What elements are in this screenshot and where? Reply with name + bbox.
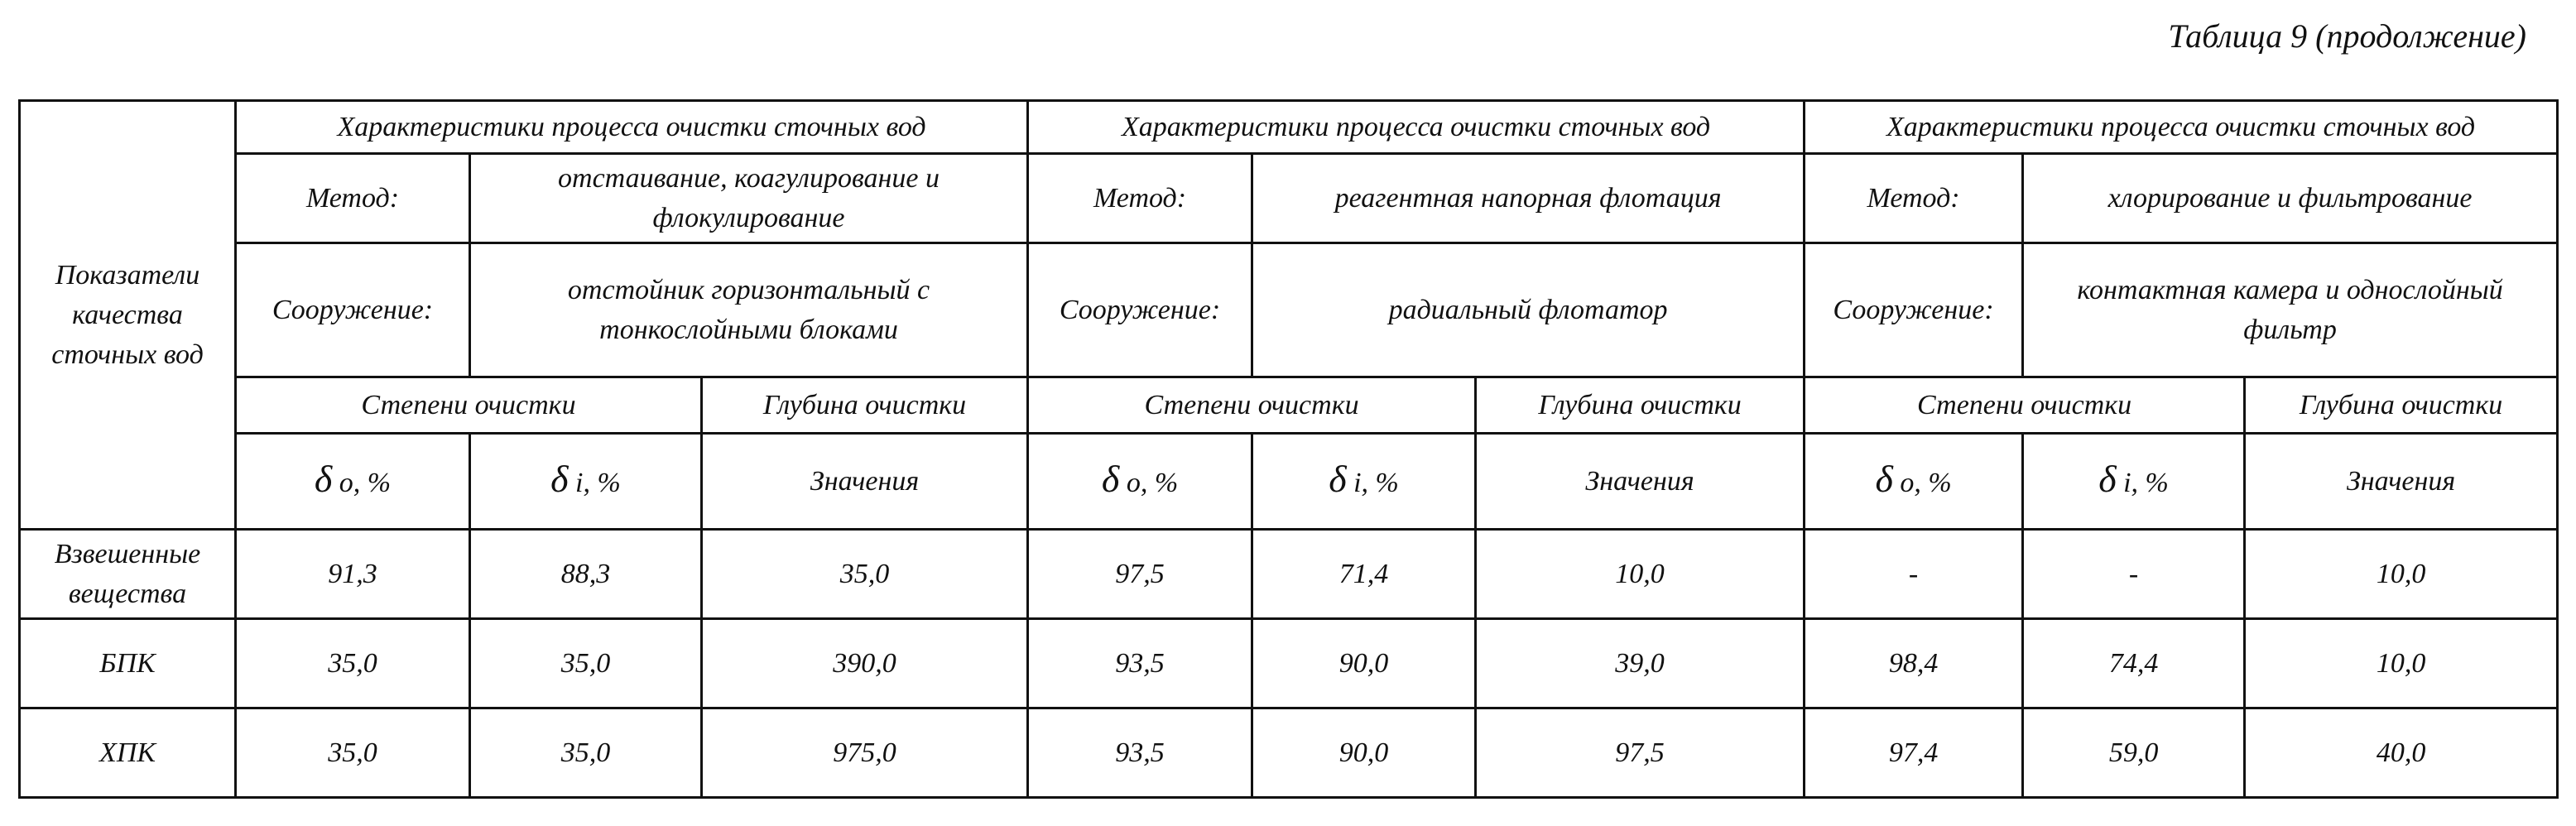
table-cell: 39,0 [1476, 619, 1805, 708]
stage-2-delta-o-header [1028, 434, 1252, 530]
delta-symbol: δ [1329, 458, 1347, 500]
table-cell: 91,3 [236, 530, 470, 619]
stage-3-depth: Глубина очистки [2245, 377, 2558, 434]
delta-symbol: δ [1101, 458, 1120, 500]
table-cell: 97,5 [1028, 530, 1252, 619]
delta-i-label: i, % [575, 468, 621, 498]
table-row [20, 530, 2558, 619]
stage-2-depth: Глубина очистки [1476, 377, 1805, 434]
delta-i-label: i, % [2123, 468, 2169, 498]
header-row-units [20, 434, 2558, 530]
table-cell: 97,5 [1476, 708, 1805, 798]
stage-2-characteristics: Характеристики процесса очистки сточных вод [1028, 101, 1805, 154]
stage-1-delta-i-header [470, 434, 702, 530]
header-row-characteristics [20, 101, 2558, 154]
table-cell: 10,0 [2245, 530, 2558, 619]
table-row [20, 619, 2558, 708]
row-header-cell: Показатели качества сточных вод [20, 101, 236, 530]
table-cell: 98,4 [1805, 619, 2023, 708]
table-cell: 59,0 [2023, 708, 2245, 798]
header-row-degrees [20, 377, 2558, 434]
delta-o-label: о, % [1126, 468, 1179, 498]
stage-3-degrees: Степени очистки [1805, 377, 2245, 434]
table-cell: 93,5 [1028, 619, 1252, 708]
stage-2-degrees: Степени очистки [1028, 377, 1476, 434]
table-cell: 74,4 [2023, 619, 2245, 708]
delta-symbol: δ [1875, 458, 1893, 500]
stage-1-degrees: Степени очистки [236, 377, 702, 434]
stage-1-delta-o-header [236, 434, 470, 530]
stage-2-method-label: Метод: [1028, 154, 1252, 243]
stage-3-method: хлорирование и фильтрование [2023, 154, 2558, 243]
table-cell: - [2023, 530, 2245, 619]
stage-3-facility: контактная камера и однослойный фильтр [2023, 243, 2558, 377]
stage-3-values-header: Значения [2245, 434, 2558, 530]
table-cell: 93,5 [1028, 708, 1252, 798]
header-row-method [20, 154, 2558, 243]
stage-3-delta-o-header [1805, 434, 2023, 530]
stage-3-characteristics: Характеристики процесса очистки сточных вод [1805, 101, 2558, 154]
stage-1-facility: отстойник горизонтальный с тонкослойными блоками [470, 243, 1028, 377]
stage-1-facility-label: Сооружение: [236, 243, 470, 377]
table-cell: 35,0 [236, 708, 470, 798]
delta-symbol: δ [550, 458, 569, 500]
stage-2-facility-label: Сооружение: [1028, 243, 1252, 377]
stage-3-facility-label: Сооружение: [1805, 243, 2023, 377]
stage-2-values-header: Значения [1476, 434, 1805, 530]
stage-1-values-header: Значения [702, 434, 1028, 530]
table-cell: 90,0 [1252, 619, 1476, 708]
table-cell: 90,0 [1252, 708, 1476, 798]
stage-1-method: отстаивание, коагулирование и флокулирование [470, 154, 1028, 243]
delta-o-label: о, % [339, 468, 392, 498]
table-cell: 35,0 [470, 708, 702, 798]
stage-3-delta-i-header [2023, 434, 2245, 530]
row-name: Взвешенные вещества [20, 530, 236, 619]
treatment-table [18, 99, 2559, 799]
row-name: БПК [20, 619, 236, 708]
table-cell: - [1805, 530, 2023, 619]
table-cell: 35,0 [702, 530, 1028, 619]
table-caption: Таблица 9 (продолжение) [2168, 17, 2526, 55]
table-cell: 10,0 [2245, 619, 2558, 708]
header-row-facility [20, 243, 2558, 377]
delta-i-label: i, % [1353, 468, 1399, 498]
table-cell: 35,0 [470, 619, 702, 708]
table-cell: 88,3 [470, 530, 702, 619]
delta-symbol: δ [2098, 458, 2117, 500]
table-cell: 390,0 [702, 619, 1028, 708]
row-name: ХПК [20, 708, 236, 798]
table-cell: 975,0 [702, 708, 1028, 798]
stage-2-facility: радиальный флотатор [1252, 243, 1805, 377]
table-cell: 97,4 [1805, 708, 2023, 798]
table-cell: 40,0 [2245, 708, 2558, 798]
table-cell: 35,0 [236, 619, 470, 708]
table-cell: 71,4 [1252, 530, 1476, 619]
stage-2-method: реагентная напорная флотация [1252, 154, 1805, 243]
delta-o-label: о, % [1900, 468, 1952, 498]
stage-1-characteristics: Характеристики процесса очистки сточных вод [236, 101, 1028, 154]
delta-symbol: δ [314, 458, 333, 500]
table-cell: 10,0 [1476, 530, 1805, 619]
stage-1-depth: Глубина очистки [702, 377, 1028, 434]
stage-2-delta-i-header [1252, 434, 1476, 530]
table-row [20, 708, 2558, 798]
stage-1-method-label: Метод: [236, 154, 470, 243]
stage-3-method-label: Метод: [1805, 154, 2023, 243]
